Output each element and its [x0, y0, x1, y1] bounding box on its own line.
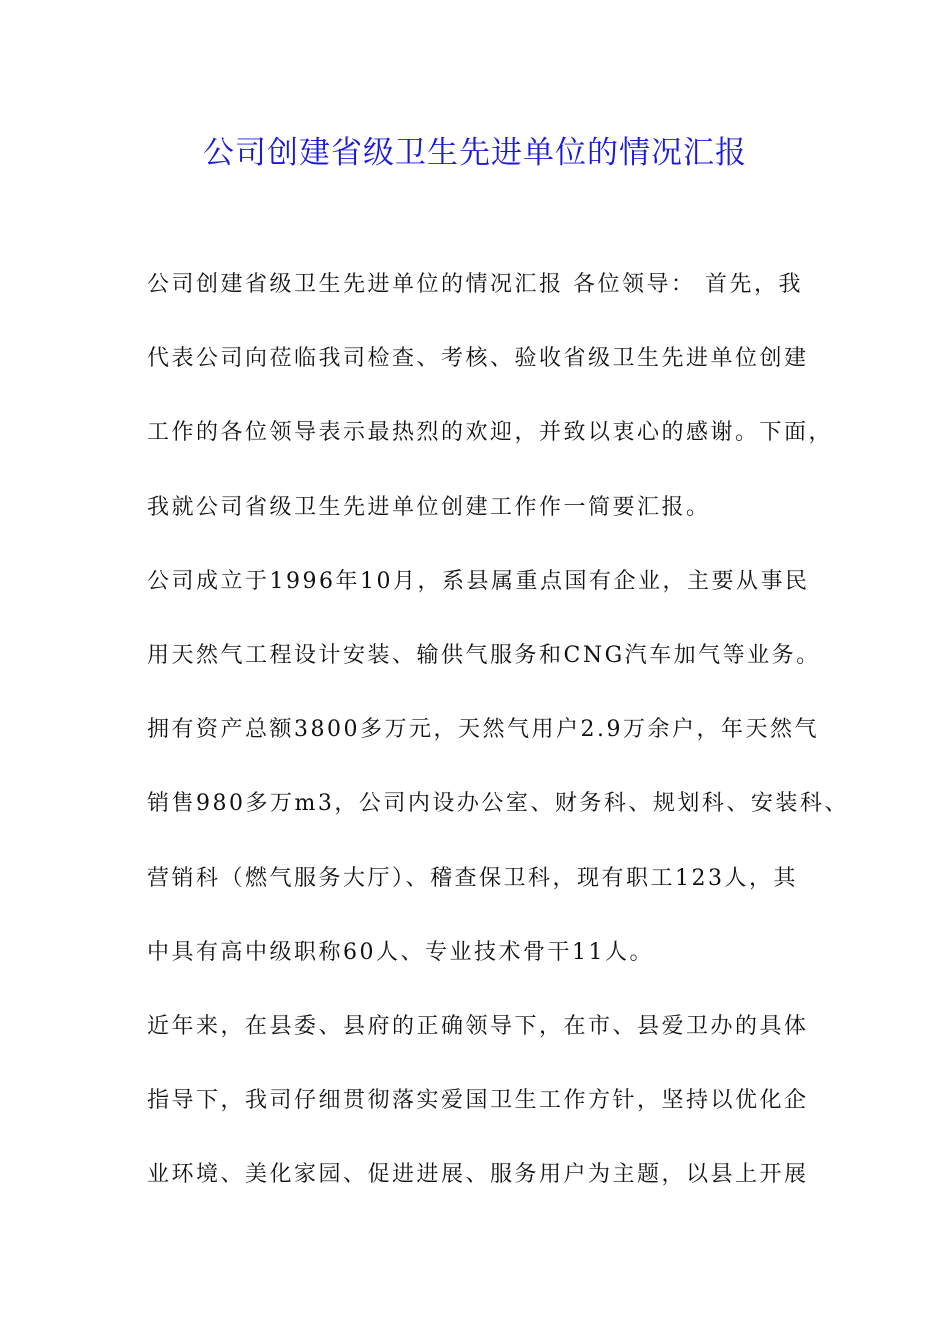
body-line: 指导下，我司仔细贯彻落实爱国卫生工作方针，坚持以优化企	[147, 1088, 809, 1114]
body-line: 公司成立于1996年10月，系县属重点国有企业，主要从事民	[147, 568, 810, 594]
body-line: 销售980多万m3，公司内设办公室、财务科、规划科、安装科、	[147, 791, 849, 817]
body-line: 代表公司向莅临我司检查、考核、验收省级卫生先进单位创建	[147, 346, 809, 372]
body-line: 我就公司省级卫生先进单位创建工作作一简要汇报。	[147, 494, 711, 520]
body-line: 营销科（燃气服务大厅）、稽查保卫科，现有职工123人，其	[147, 865, 798, 891]
document-title: 公司创建省级卫生先进单位的情况汇报	[203, 135, 747, 171]
body-line: 中具有高中级职称60人、专业技术骨干11人。	[147, 939, 654, 965]
body-line: 拥有资产总额3800多万元，天然气用户2.9万余户，年天然气	[147, 717, 819, 743]
body-line: 近年来，在县委、县府的正确领导下，在市、县爱卫办的具体	[147, 1013, 809, 1039]
document-body	[147, 258, 849, 1222]
body-line: 公司创建省级卫生先进单位的情况汇报 各位领导： 首先，我	[147, 272, 803, 297]
body-line: 业环境、美化家园、促进进展、服务用户为主题，以县上开展	[147, 1162, 809, 1188]
body-line: 工作的各位领导表示最热烈的欢迎，并致以衷心的感谢。下面，	[147, 420, 834, 446]
body-line: 用天然气工程设计安装、输供气服务和CNG汽车加气等业务。	[147, 642, 821, 668]
